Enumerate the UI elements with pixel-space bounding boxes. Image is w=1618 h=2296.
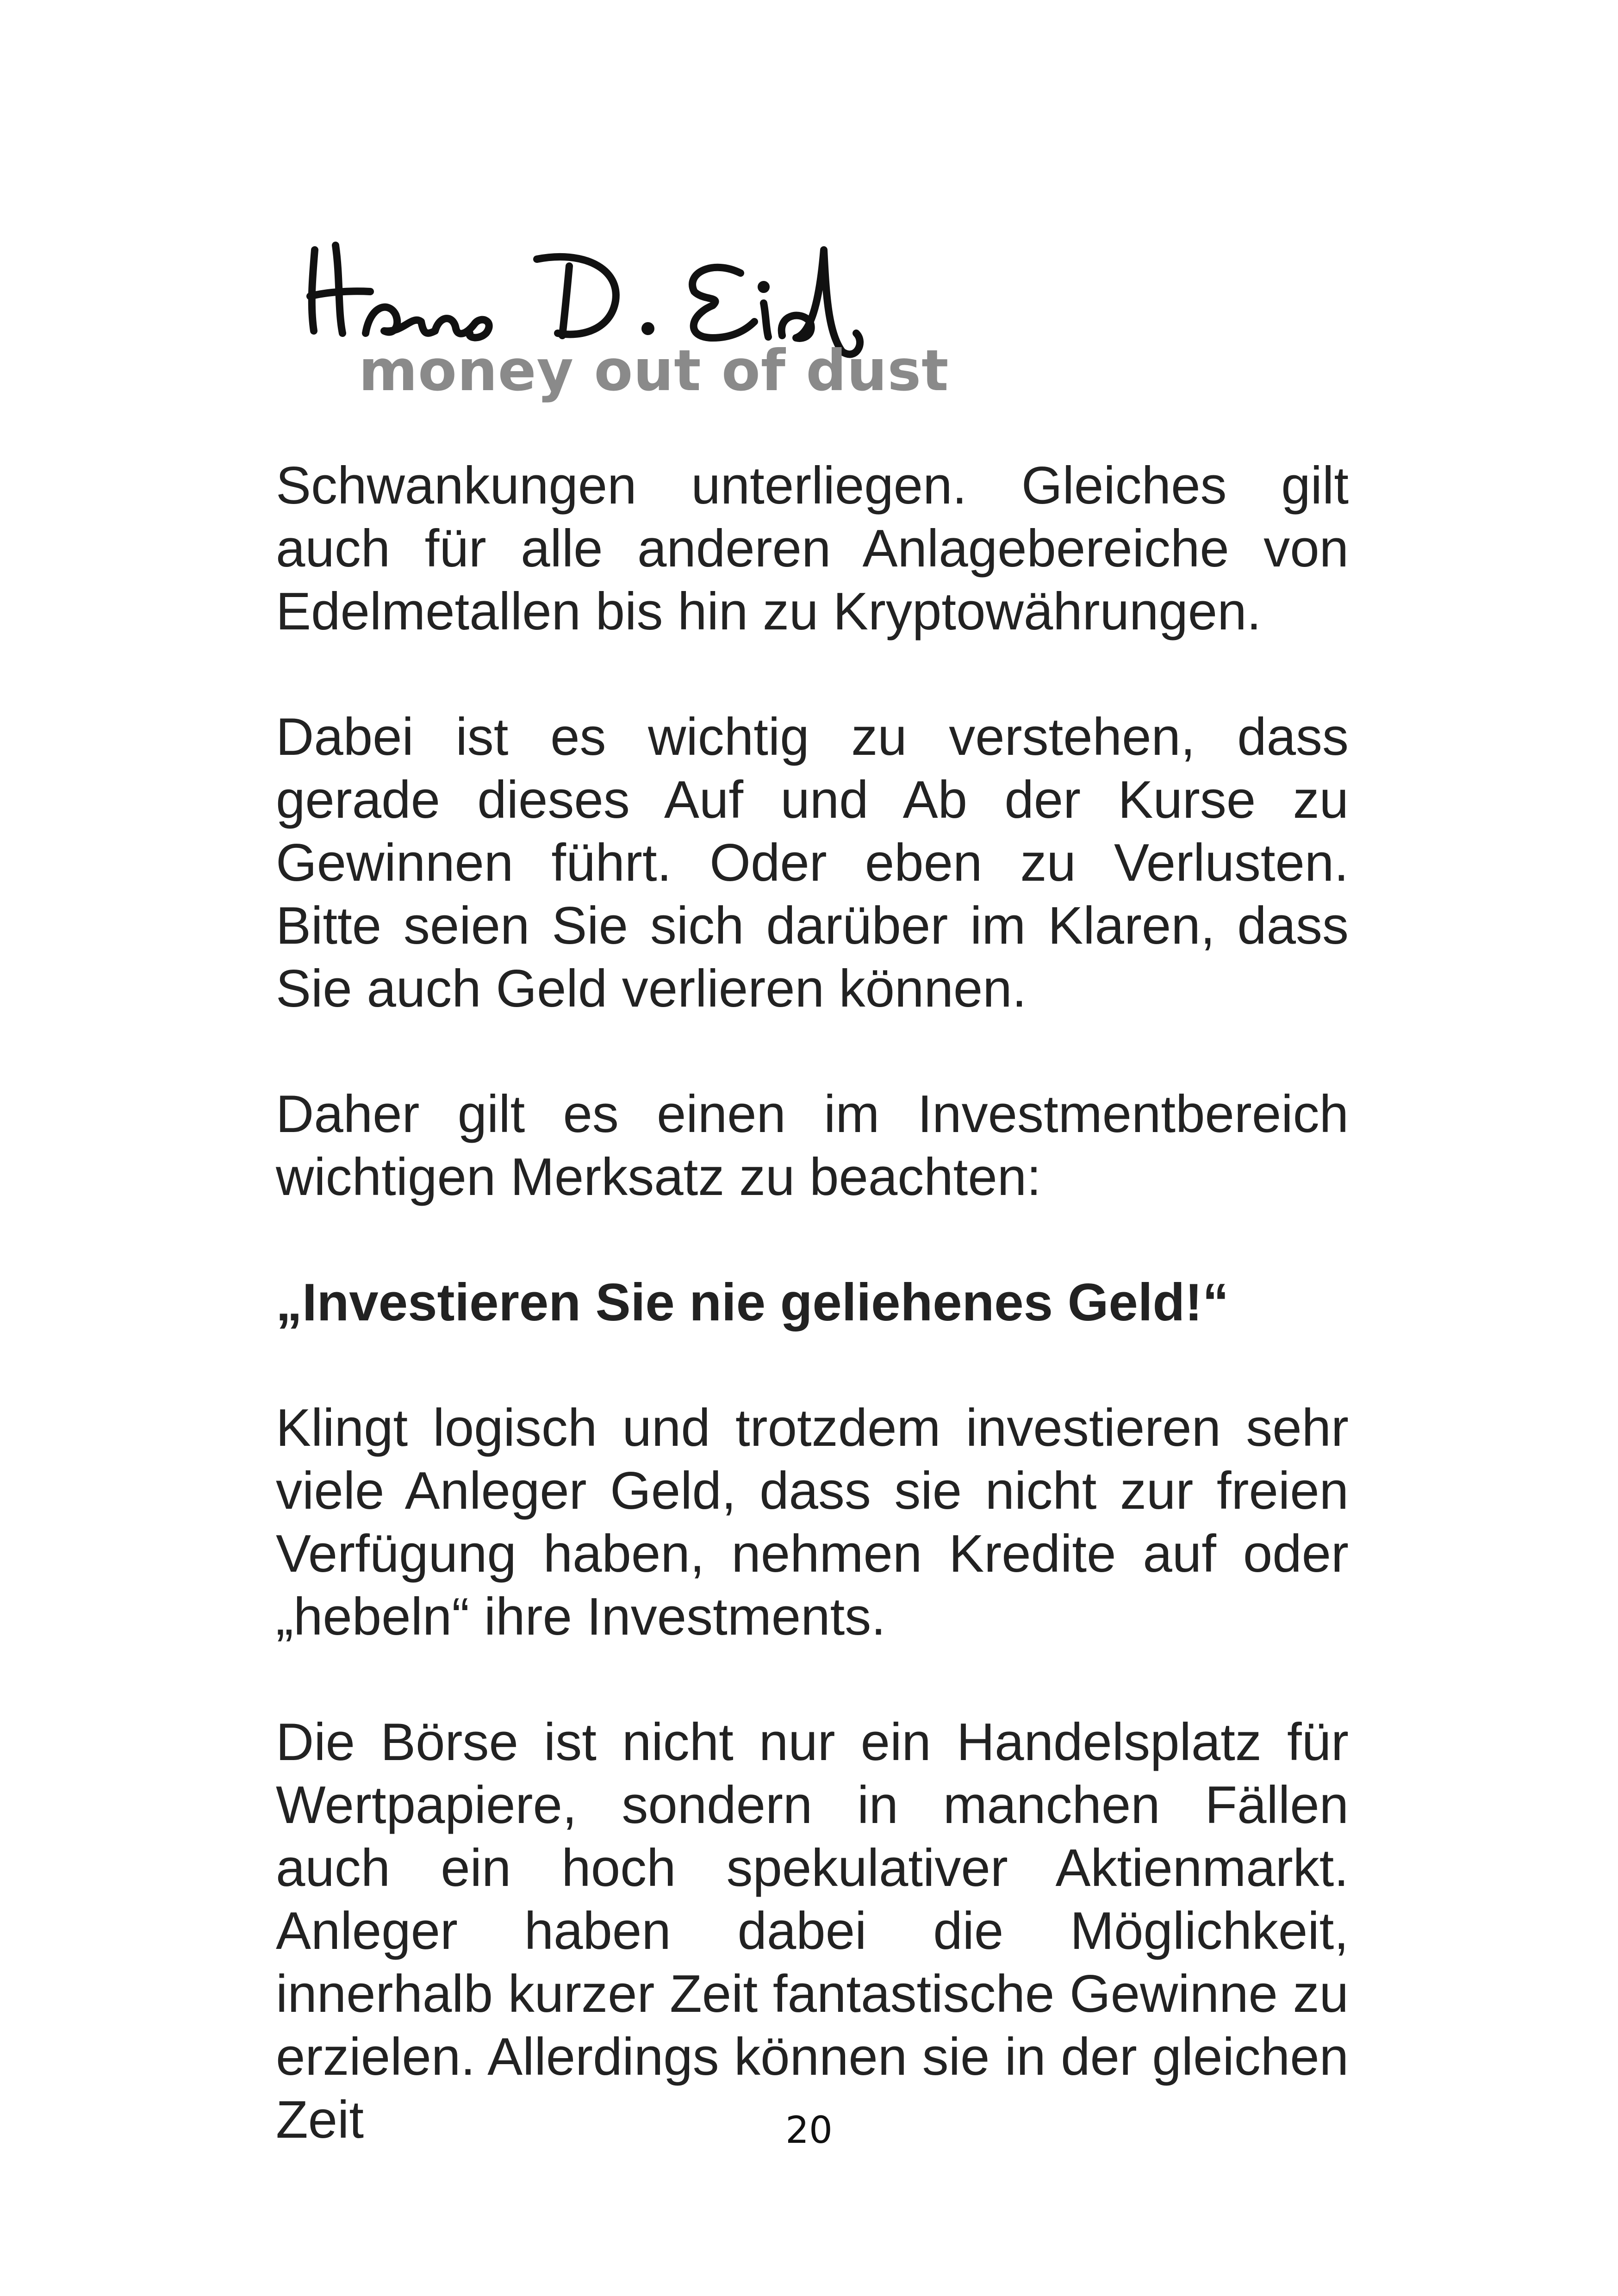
paragraph: Die Börse ist nicht nur ein Handelsplatz für Wertpapiere, sondern in manchen Fällen auch ein hoch spekulativer Aktienmarkt. Anleger haben dabei die Möglichkeit, innerhalb kurzer Zeit fantastische Gewinne zu erzielen. Allerdings können sie in der gleichen Zeit: [276, 1713, 1349, 2149]
paragraph: Dabei ist es wichtig zu verstehen, dass gerade dieses Auf und Ab der Kurse zu Gewinnen führt. Oder eben zu Verlusten. Bitte seien Sie sich darüber im Klaren, dass Sie auch Geld verlieren können.: [276, 708, 1349, 1018]
paragraph: Daher gilt es einen im Investmentbereich wichtigen Merksatz zu beachten:: [276, 1085, 1349, 1207]
paragraph: Schwankungen unterliegen. Gleiches gilt auch für alle anderen Anlagebereiche von Edelmetallen bis hin zu Kryptowährungen.: [276, 456, 1349, 641]
brand-logo: [296, 222, 949, 417]
page-body: [276, 454, 1349, 2214]
brand-tagline: money out of dust: [359, 338, 949, 404]
page-number: 20: [785, 2109, 833, 2152]
key-quote: „Investieren Sie nie geliehenes Geld!“: [276, 1273, 1229, 1332]
paragraph: Klingt logisch und trotzdem investieren sehr viele Anleger Geld, dass sie nicht zur freien Verfügung haben, nehmen Kredite auf oder „hebeln“ ihre Investments.: [276, 1399, 1349, 1646]
